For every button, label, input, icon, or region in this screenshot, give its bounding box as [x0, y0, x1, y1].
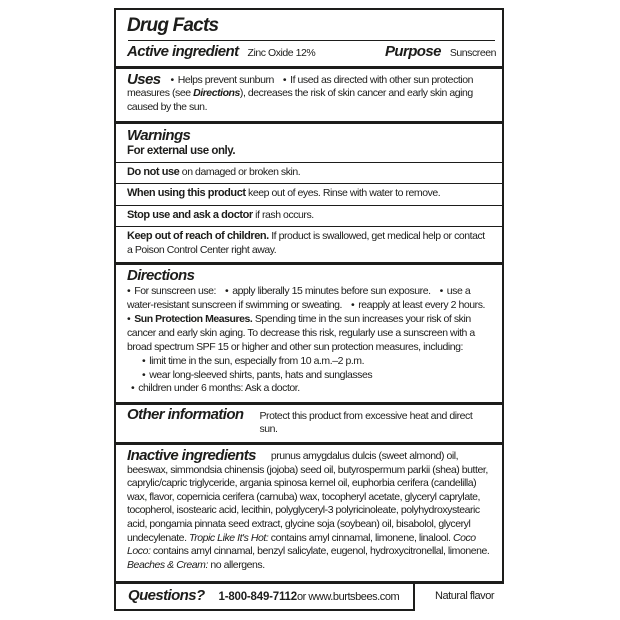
other-information-label: Other information — [127, 405, 244, 423]
warning-rest: on damaged or broken skin. — [179, 165, 301, 178]
directions-item-text: use a water-resistant sunscreen if swimming or sweating. — [127, 285, 471, 311]
active-ingredient-section — [116, 41, 502, 66]
warning-rest: if rash occurs. — [252, 208, 314, 221]
drug-facts-panel — [114, 8, 504, 584]
sun-protection-rest: Spending time in the sun increases your risk of skin cancer and early skin aging. To decrease this risk, regularly use a sunscreen with a broad spectrum SPF 15 or higher and other sun protection measures, including: — [127, 313, 475, 353]
active-ingredient-group — [127, 45, 315, 61]
uses-bullet-1 — [170, 74, 273, 86]
warning-lead: Stop use and ask a doctor — [127, 208, 253, 221]
directions-label: Directions — [127, 266, 195, 284]
directions-header — [127, 266, 491, 285]
directions-item-text: reapply at least every 2 hours. — [358, 298, 485, 311]
active-ingredient-value: Zinc Oxide 12% — [247, 47, 316, 59]
warning-row-stop-use — [116, 205, 502, 227]
warning-lead: Keep out of reach of children. — [127, 230, 269, 243]
uses-label: Uses — [127, 70, 161, 88]
directions-item — [225, 285, 431, 297]
drug-facts-label — [114, 8, 504, 611]
warning-row-keep-out-of-reach — [116, 226, 502, 261]
page-title: Drug Facts — [127, 15, 219, 36]
questions-phone: 1-800-849-7112 — [218, 591, 297, 604]
title-section — [116, 10, 502, 40]
children-under-6-bullet — [127, 382, 491, 396]
inactive-ingredients-label: Inactive ingredients — [127, 447, 256, 465]
warning-lead: When using this product — [127, 187, 246, 200]
bullet-icon: • — [127, 285, 131, 298]
uses-directions-ref: Directions — [193, 87, 240, 100]
warning-rest: If product is swallowed, get medical help or contact a Poison Control Center right away. — [127, 230, 485, 256]
bullet-icon: • — [131, 382, 135, 395]
other-information-text: Protect this product from excessive heat and direct sun. — [259, 409, 473, 436]
sub-bullet-text: limit time in the sun, especially from 10 a.m.–2 p.m. — [149, 355, 365, 368]
bullet-icon: • — [142, 368, 146, 381]
directions-item — [127, 285, 216, 297]
sun-protection-sub-bullet — [127, 355, 491, 369]
directions-usage-line — [127, 285, 491, 312]
sun-protection-lead: Sun Protection Measures. — [134, 313, 253, 326]
uses-section — [116, 66, 502, 122]
variant-name-coco: Coco Loco: — [127, 531, 476, 558]
inactive-ingredients-section — [116, 442, 502, 581]
directions-section — [116, 262, 502, 402]
purpose-group — [385, 45, 496, 61]
directions-item-text: apply liberally 15 minutes before sun exposure. — [232, 285, 431, 298]
sun-protection-sub-bullet — [127, 369, 491, 383]
natural-flavor-note: Natural flavor — [435, 590, 495, 603]
variant-name-beaches: Beaches & Cream: — [127, 558, 208, 571]
warnings-header — [116, 127, 502, 145]
warning-rest: keep out of eyes. Rinse with water to remove. — [245, 187, 441, 200]
variant-text-beaches: no allergens. — [207, 558, 265, 571]
bullet-icon: • — [439, 285, 443, 298]
warning-row-do-not-use — [116, 162, 502, 184]
questions-label: Questions? — [128, 587, 205, 605]
warnings-section — [116, 121, 502, 261]
variant-name-tropic: Tropic Like It's Hot: — [189, 531, 269, 544]
warning-lead: Do not use — [127, 165, 180, 178]
purpose-value: Sunscreen — [449, 47, 496, 59]
variant-text-coco: contains amyl cinnamal, benzyl salicylate, eugenol, hydroxycitronellal, limonene. — [150, 545, 490, 558]
active-ingredient-label: Active ingredient — [127, 43, 239, 60]
bullet-icon: • — [142, 355, 146, 368]
warning-row-when-using — [116, 183, 502, 205]
questions-website: or www.burtsbees.com — [296, 591, 400, 604]
sun-protection-paragraph — [127, 313, 491, 354]
children-under-6-text: children under 6 months: Ask a doctor. — [138, 382, 300, 395]
purpose-label: Purpose — [385, 43, 441, 60]
variant-text-tropic: contains amyl cinnamal, limonene, linalool. — [268, 531, 453, 544]
bullet-icon: • — [225, 285, 229, 298]
uses-bullet-1-text: Helps prevent sunburn — [177, 73, 274, 86]
bottom-row — [114, 584, 504, 611]
bullet-icon: • — [170, 73, 174, 86]
uses-bullet-2-post: ), decreases the risk of skin cancer and early skin aging caused by the sun. — [127, 87, 473, 113]
bullet-icon: • — [127, 313, 131, 326]
directions-item — [351, 299, 485, 311]
inactive-ingredients-list: prunus amygdalus dulcis (sweet almond) oil, beeswax, simmondsia chinensis (jojoba) seed oil, butyrospermum parkii (shea) butter, caprylic/capric triglyceride, argania spinosa kernel oil, euphorbia cerifera (candelilla) wax, flavor, copernicia cerifera (carnuba) wax, tocopheryl acetate, glyceryl caprylate, tocopherol, isostearic acid, lecithin, polyglyceryl-3 polyricinoleate, polyhydroxystearic acid, pongamia pinnata seed extract, glycine soja (soybean) oil, bisabolol, glyceryl undecylenate. — [127, 450, 488, 544]
directions-item-text: For sunscreen use: — [134, 285, 217, 298]
bullet-icon: • — [282, 73, 287, 86]
uses-bullet-2-pre: If used as directed with other sun protection measures (see — [127, 73, 474, 100]
questions-section — [114, 584, 415, 611]
sub-bullet-text: wear long-sleeved shirts, pants, hats and sunglasses — [149, 368, 373, 381]
other-information-section — [116, 402, 502, 442]
warnings-label: Warnings — [127, 127, 191, 145]
bullet-icon: • — [351, 298, 355, 311]
external-use-warning: For external use only. — [127, 144, 236, 157]
